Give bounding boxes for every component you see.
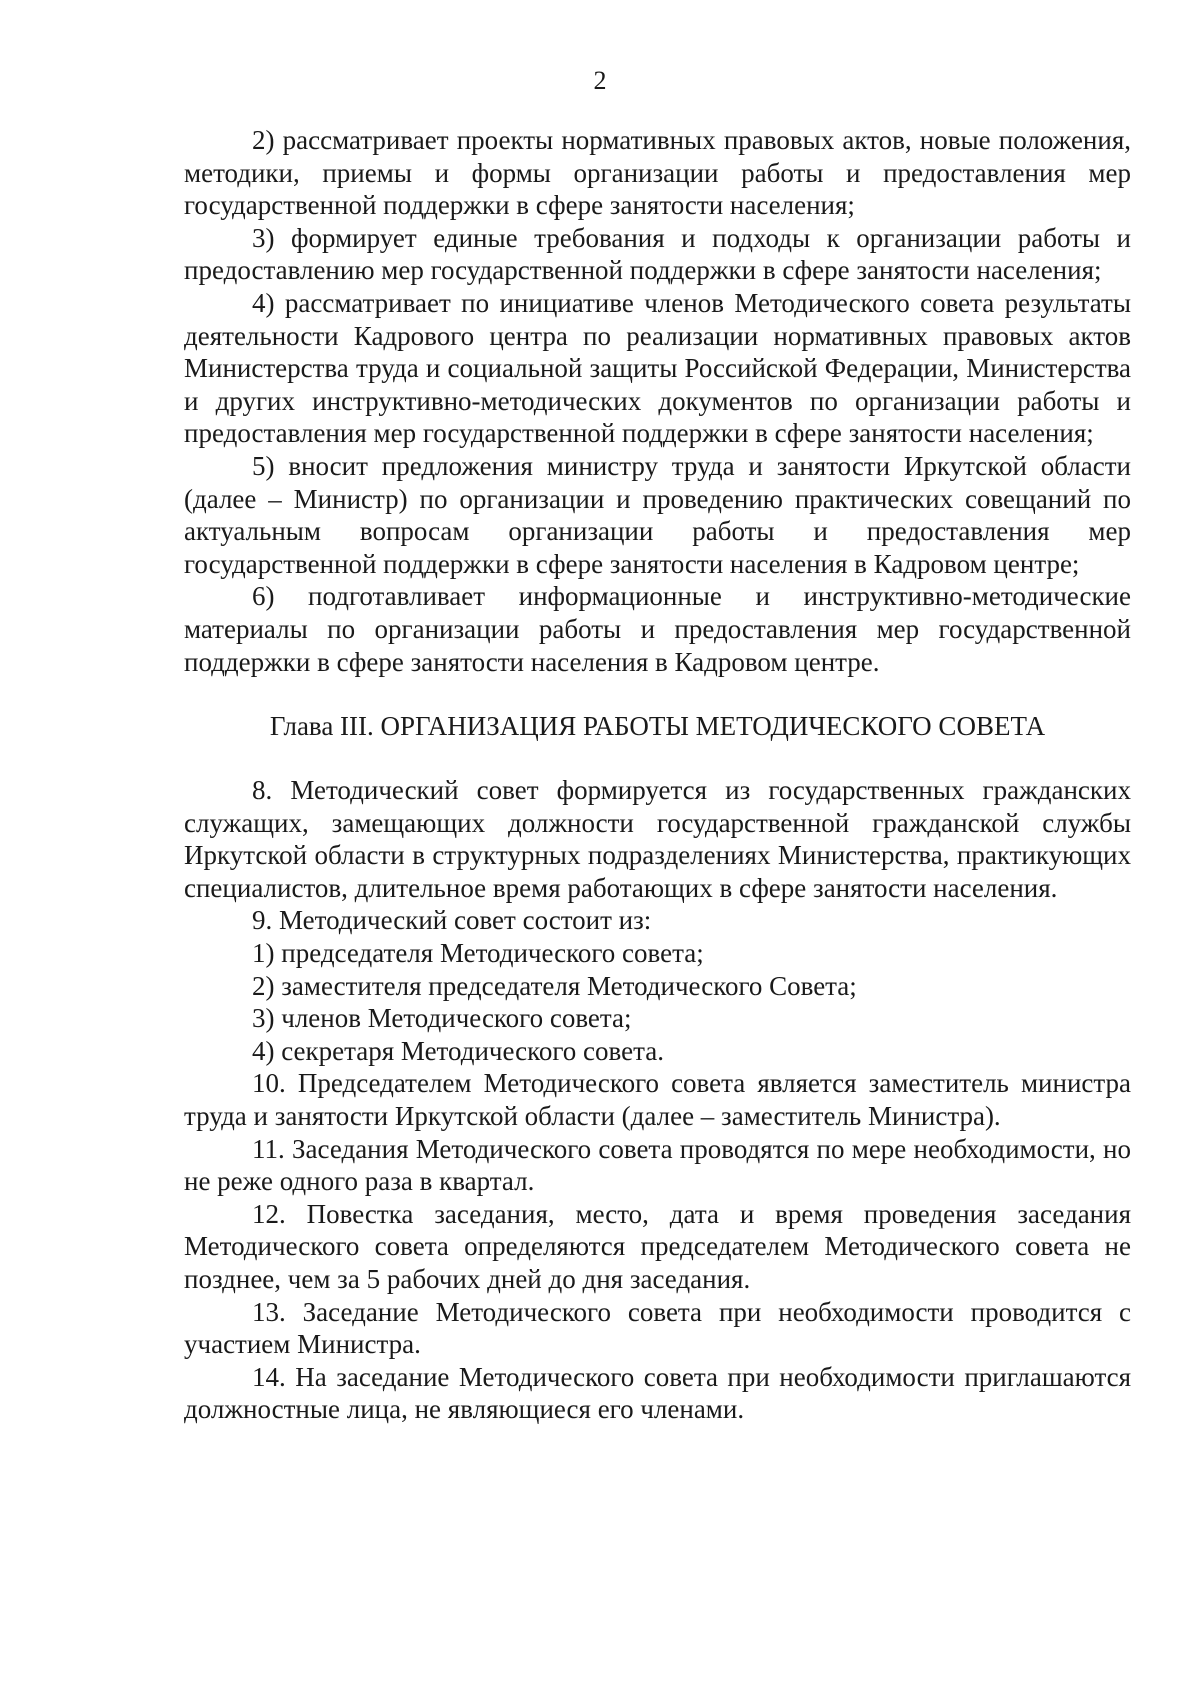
paragraph-clause-9-item-3: 3) членов Методического совета; bbox=[252, 1003, 632, 1034]
paragraph-item-6-materials: 6) подготавливает информационные и инструктивно-методические материалы по организации работы и предоставления мер государственной поддержки в сфере занятости населения в Кадровом центре. bbox=[184, 581, 1131, 677]
page-number: 2 bbox=[593, 66, 607, 95]
document-body bbox=[184, 124, 1131, 1426]
paragraph-clause-12: 12. Повестка заседания, место, дата и время проведения заседания Методического совета определяются председателем Методического совета не позднее, чем за 5 рабочих дней до дня заседания. bbox=[184, 1198, 1131, 1294]
paragraph-clause-9-item-2: 2) заместителя председателя Методического Совета; bbox=[252, 970, 857, 1001]
paragraph-clause-11: 11. Заседания Методического совета проводятся по мере необходимости, но не реже одного раза в квартал. bbox=[184, 1133, 1131, 1197]
paragraph-clause-9-item-1: 1) председателя Методического совета; bbox=[252, 938, 704, 969]
paragraph-clause-13: 13. Заседание Методического совета при необходимости проводится с участием Министра. bbox=[184, 1296, 1131, 1360]
paragraph-clause-9: 9. Методический совет состоит из: bbox=[252, 905, 652, 936]
paragraph-clause-9-item-4: 4) секретаря Методического совета. bbox=[252, 1035, 664, 1066]
paragraph-item-4-review-results: 4) рассматривает по инициативе членов Методического совета результаты деятельности Кадрового центра по реализации нормативных правовых актов Министерства труда и социальной защиты Российской Федерации, Министерства и других инструктивно-методических документов по организации работы и предоставления мер государственной поддержки в сфере занятости населения; bbox=[184, 287, 1131, 449]
paragraph-clause-8: 8. Методический совет формируется из государственных гражданских служащих, замещающих должности государственной гражданской службы Иркутской области в структурных подразделениях Министерства, практикующих специалистов, длительное время работающих в сфере занятости населения. bbox=[184, 775, 1131, 903]
chapter-heading: Глава III. ОРГАНИЗАЦИЯ РАБОТЫ МЕТОДИЧЕСКОГО СОВЕТА bbox=[269, 711, 1046, 742]
paragraph-clause-14: 14. На заседание Методического совета при необходимости приглашаются должностные лица, не являющиеся его членами. bbox=[184, 1361, 1131, 1425]
paragraph-item-5-proposals: 5) вносит предложения министру труда и занятости Иркутской области (далее – Министр) по организации и проведению практических совещаний по актуальным вопросам организации работы и предоставления мер государственной поддержки в сфере занятости населения в Кадровом центре; bbox=[184, 450, 1131, 579]
paragraph-item-2-review-drafts: 2) рассматривает проекты нормативных правовых актов, новые положения, методики, приемы и формы организации работы и предоставления мер государственной поддержки в сфере занятости населения; bbox=[184, 125, 1131, 221]
paragraph-clause-10: 10. Председателем Методического совета является заместитель министра труда и занятости Иркутской области (далее – заместитель Министра). bbox=[184, 1068, 1131, 1132]
paragraph-item-3-unified-requirements: 3) формирует единые требования и подходы к организации работы и предоставлению мер государственной поддержки в сфере занятости населения; bbox=[184, 222, 1131, 286]
